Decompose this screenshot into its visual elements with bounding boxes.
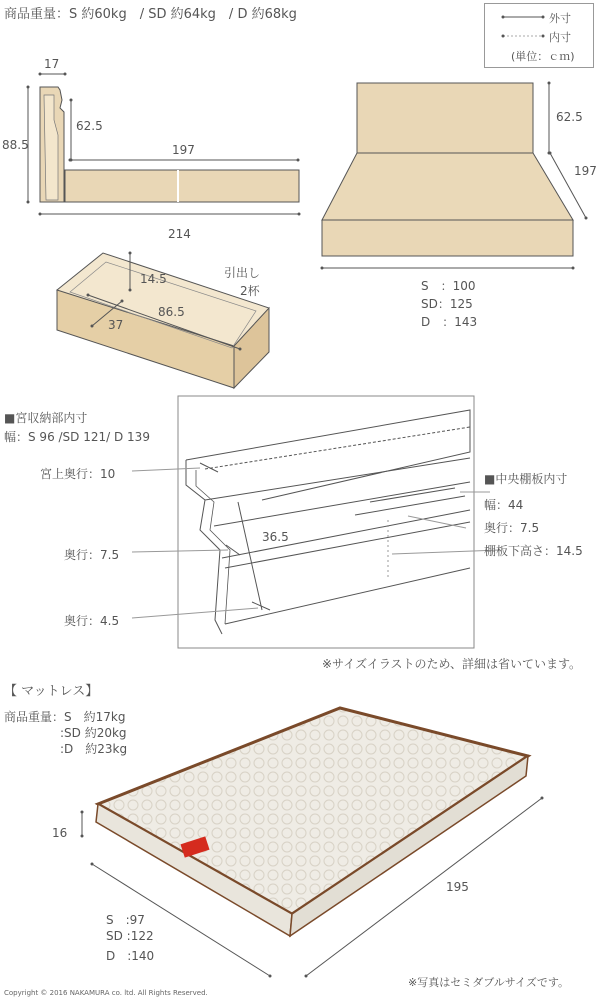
drawer-depth: 37 (108, 318, 124, 332)
drawer-height: 14.5 (140, 272, 167, 286)
copyright: Copyright © 2016 NAKAMURA co. ltd. All Rights Reserved. (4, 989, 208, 997)
bed-frame-drawings (0, 0, 600, 400)
drawer-title: 引出し (224, 266, 261, 280)
legend-inner: 内寸 (549, 31, 571, 44)
legend-outer: 外寸 (549, 12, 571, 25)
front-width-d: D ：143 (421, 315, 478, 329)
drawer-length: 86.5 (158, 305, 185, 319)
drawer-count: 2杯 (240, 284, 260, 298)
shelf-section-title: ■宮収納部内寸 (4, 411, 88, 425)
front-width-sd: SD：125 (421, 297, 473, 311)
shelf-mid-depth: 奥行：7.5 (64, 548, 120, 562)
center-shelf-title: ■中央棚板内寸 (484, 472, 568, 486)
mattress-photo-note: ※写真はセミダブルサイズです。 (408, 976, 570, 989)
center-shelf-width: 幅：44 (484, 498, 524, 512)
mattress-thickness: 16 (52, 826, 68, 840)
product-weight-line: 商品重量：S 約60kg / SD 約64kg / D 約68kg (4, 7, 297, 22)
shelf-height: 36.5 (262, 530, 289, 544)
mattress-weight-d: :D 約23kg (60, 742, 128, 756)
front-length: 197 (574, 164, 597, 178)
shelf-illustration-note: ※サイズイラストのため、詳細は省いています。 (322, 657, 582, 671)
side-headboard-depth: 17 (44, 57, 60, 71)
front-width-s: S ：100 (421, 279, 476, 293)
front-head-height: 62.5 (556, 110, 583, 124)
mattress-weight-s: 商品重量：S 約17kg (4, 710, 126, 724)
shelf-low-depth: 奥行：4.5 (64, 614, 120, 628)
mattress-width-s: S :97 (106, 913, 145, 927)
side-total-length: 214 (168, 227, 191, 241)
mattress-length: 195 (446, 880, 469, 894)
mattress-title: 【 マットレス】 (4, 684, 99, 699)
mattress-photo (0, 700, 600, 1000)
side-mattress-length: 197 (172, 143, 195, 157)
mattress-width-sd: SD :122 (106, 929, 154, 943)
center-shelf-depth: 奥行：7.5 (484, 521, 540, 535)
legend-unit: (単位：ｃｍ) (511, 50, 575, 63)
center-shelf-height: 棚板下高さ：14.5 (484, 544, 583, 558)
shelf-width-line: 幅：S 96 /SD 121/ D 139 (4, 430, 150, 444)
shelf-top-depth: 宮上奥行：10 (40, 467, 116, 481)
side-total-height: 88.5 (2, 138, 29, 152)
mattress-weight-sd: :SD 約20kg (60, 726, 127, 740)
side-head-height: 62.5 (76, 119, 103, 133)
mattress-width-d: D :140 (106, 949, 155, 963)
